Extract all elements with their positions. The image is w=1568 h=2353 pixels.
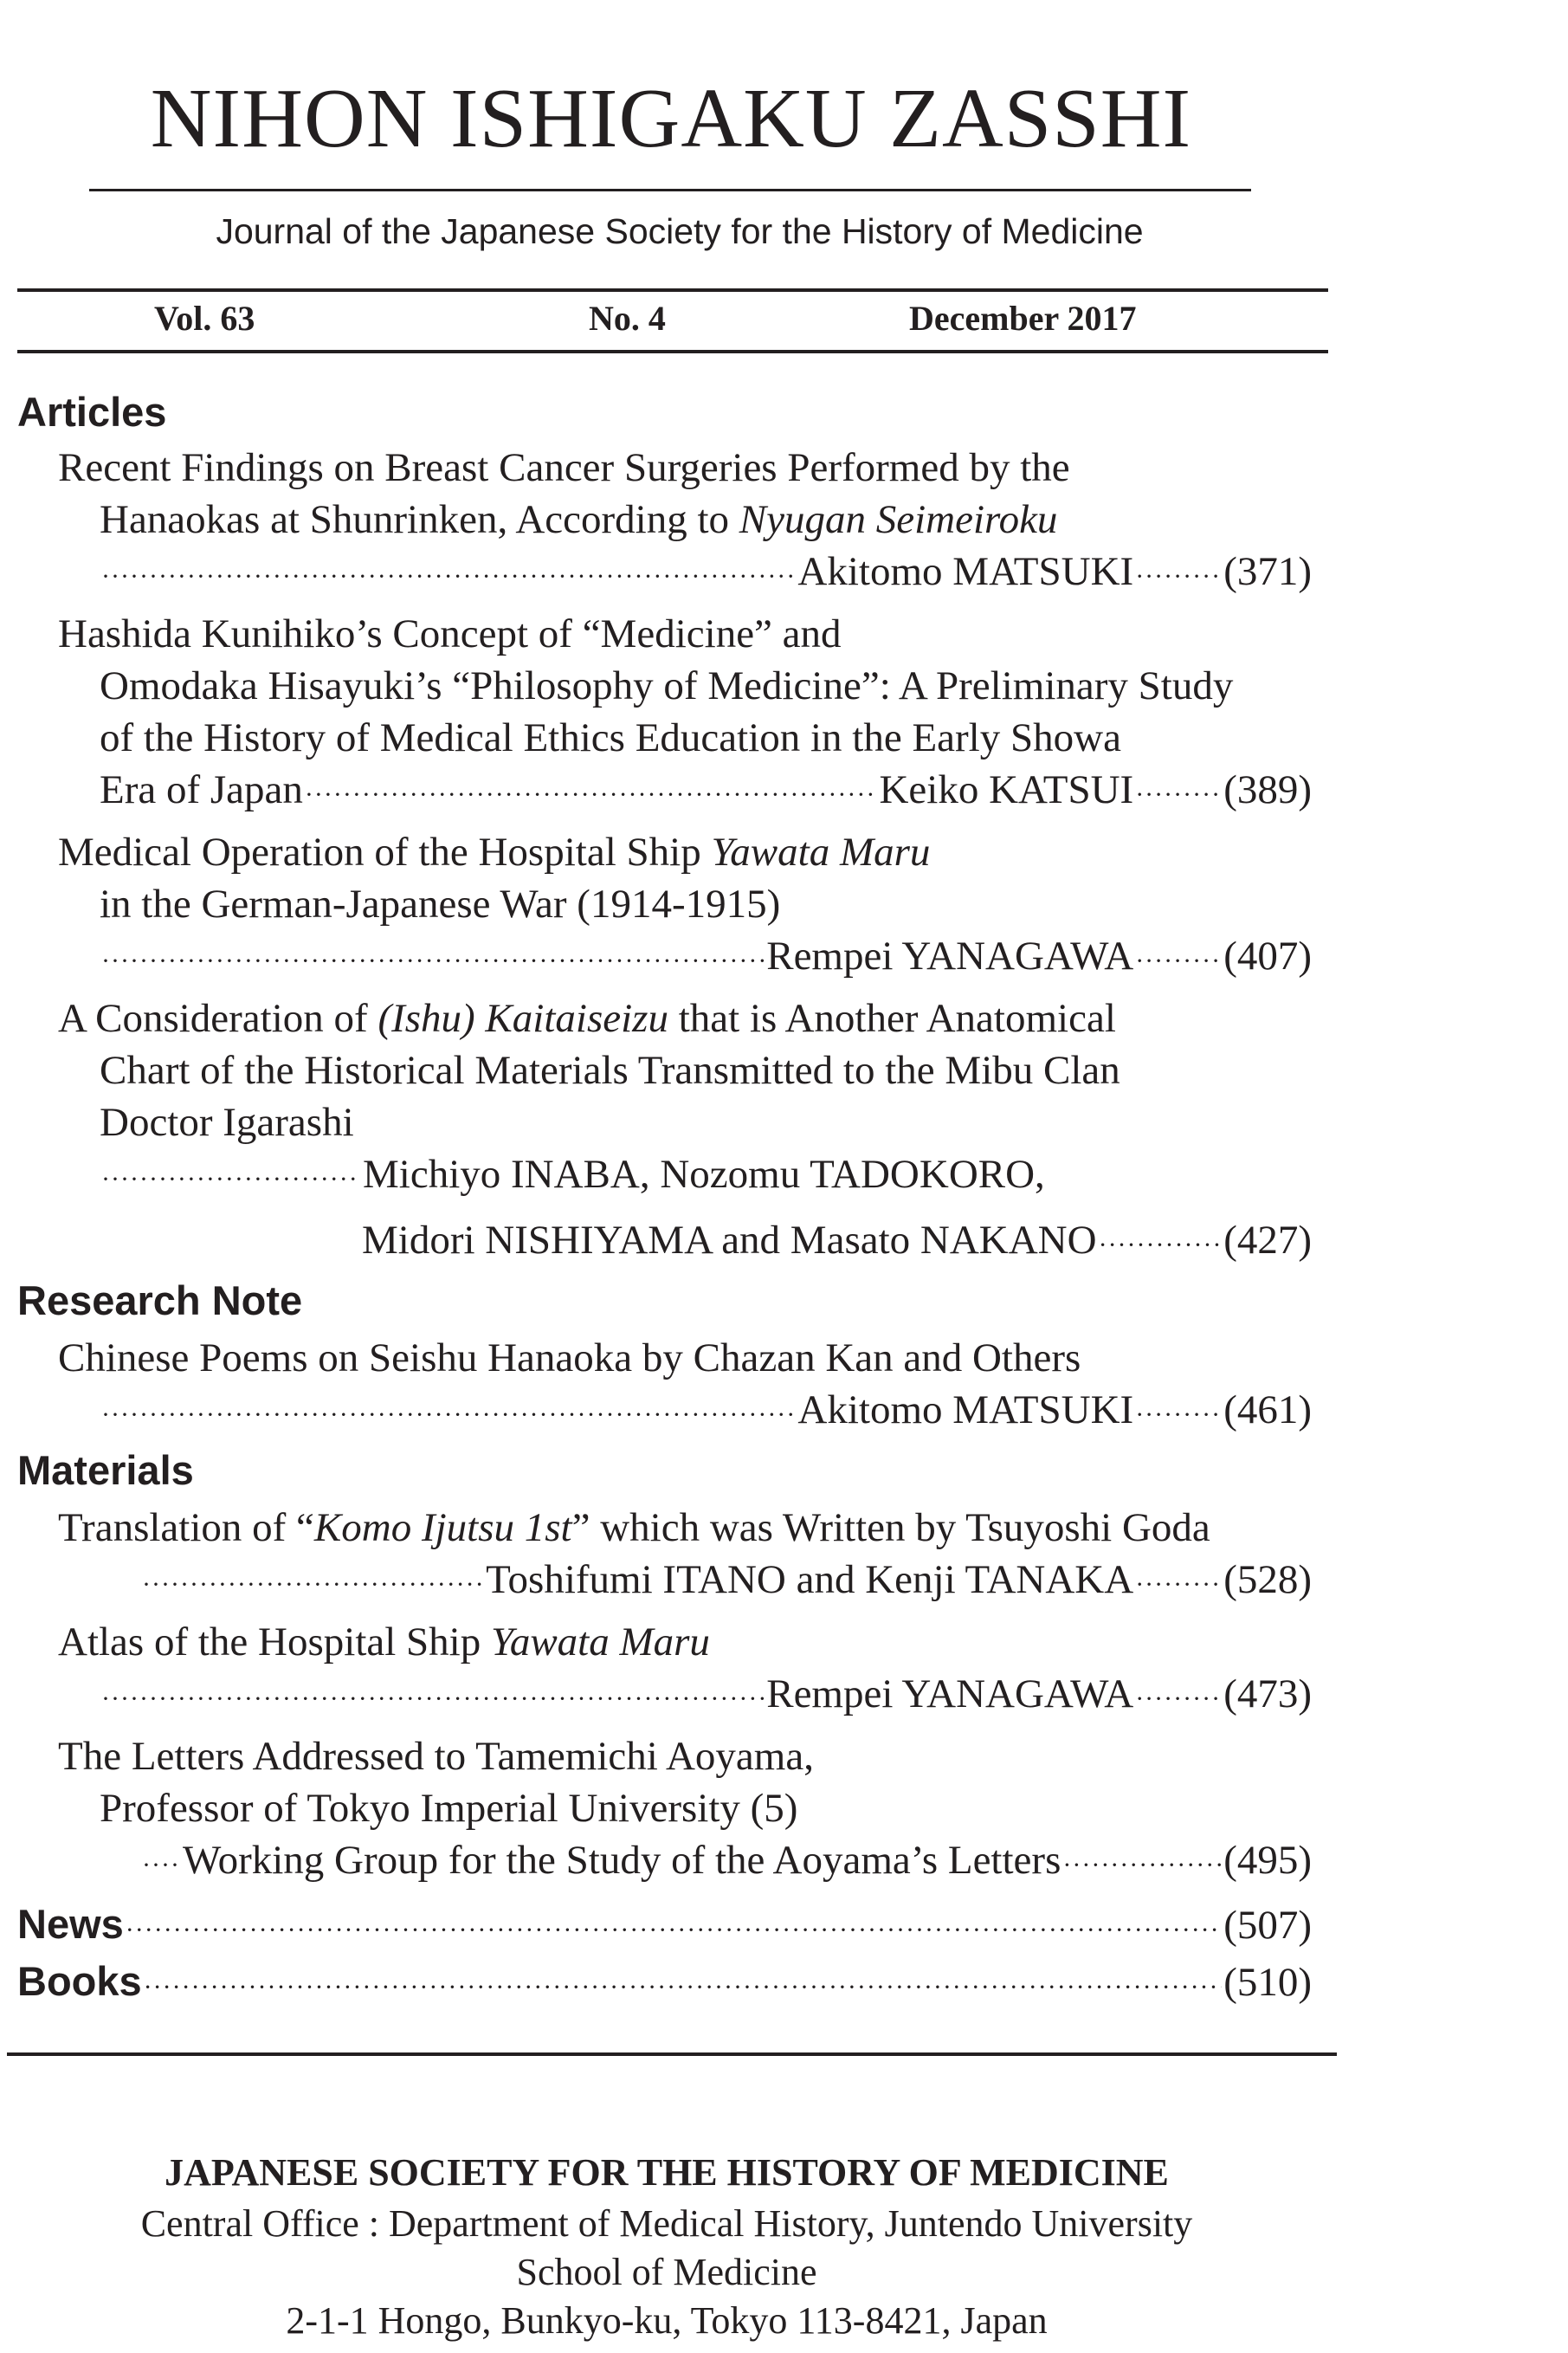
material-2-byline [100,1668,1312,1725]
article-2-title-line2: Omodaka Hisayuki’s “Philosophy of Medicine”: A Preliminary Study [100,663,1234,708]
article-1-page: (371) [1223,549,1312,594]
journal-subtitle: Journal of the Japanese Society for the History of Medicine [216,211,1144,251]
leader-dots [1135,546,1222,603]
section-research-note: Research Note [17,1277,303,1323]
section-articles: Articles [17,389,167,435]
article-3-title-text: Medical Operation of the Hospital Ship [58,830,712,875]
issue-top-rule [17,288,1328,292]
article-3-byline [100,930,1312,987]
article-2-title-line1: Hashida Kunihiko’s Concept of “Medicine” and [58,611,842,656]
material-1-title-text: Translation of “ [58,1505,314,1550]
note-1-page: (461) [1223,1387,1312,1432]
material-3-title-line1: The Letters Addressed to Tamemichi Aoyama, [58,1734,814,1779]
material-2-author: Rempei YANAGAWA [766,1671,1134,1716]
leader-dots [1135,930,1222,987]
books-entry [17,1955,1312,2014]
leader-dots [1135,1668,1222,1725]
article-4-title-line2: Chart of the Historical Materials Transmitted to the Mibu Clan [100,1048,1120,1093]
issue-date: December 2017 [909,299,1137,338]
material-2-title-italic: Yawata Maru [491,1619,710,1665]
leader-dots [144,1956,1223,2014]
leader-dots [1135,764,1222,821]
article-1-byline [100,546,1312,603]
material-1-authors: Toshifumi ITANO and Kenji TANAKA [486,1557,1134,1602]
article-4-byline-2 [362,1214,1312,1271]
article-4-title-line3: Doctor Igarashi [100,1100,354,1145]
leader-dots [101,1384,796,1441]
note-1-byline [100,1384,1312,1441]
material-1-page: (528) [1223,1557,1312,1602]
material-1-title-italic: Komo Ijutsu 1st [313,1505,572,1550]
news-entry [17,1898,1312,1956]
material-2-page: (473) [1223,1671,1312,1716]
note-1-author: Akitomo MATSUKI [797,1387,1134,1432]
article-1-title-italic: Nyugan Seimeiroku [739,497,1058,542]
leader-dots [101,1148,361,1206]
journal-title: NIHON ISHIGAKU ZASSHI [150,72,1192,165]
address-line: 2-1-1 Hongo, Bunkyo-ku, Tokyo 113-8421, Japan [286,2299,1048,2342]
material-1-title-text-post: ” which was Written by Tsuyoshi Goda [571,1505,1210,1550]
leader-dots [126,1899,1222,1956]
leader-dots [1062,1834,1222,1891]
article-1-title-line1: Recent Findings on Breast Cancer Surgeries Performed by the [58,445,1070,490]
issue-bottom-rule [17,350,1328,353]
central-office-line2: School of Medicine [516,2251,817,2293]
material-3-page: (495) [1223,1838,1312,1883]
article-3-title-italic: Yawata Maru [711,830,931,875]
number-label: No. 4 [589,299,666,338]
article-2-title-line3: of the History of Medical Ethics Education in the Early Showa [100,715,1121,760]
material-3-byline [140,1834,1312,1891]
note-1-title-line1: Chinese Poems on Seishu Hanaoka by Chazan Kan and Others [58,1335,1081,1380]
material-3-author: Working Group for the Study of the Aoyama’s Letters [183,1838,1061,1883]
leader-dots [142,1834,181,1891]
article-4-title-line1 [58,992,1116,1044]
article-3-title-line2: in the German-Japanese War (1914-1915) [100,882,781,927]
article-3-title-line1 [58,826,930,878]
article-4-title-italic: (Ishu) Kaitaiseizu [377,996,668,1041]
section-books: Books [17,1958,142,2004]
leader-dots [305,764,878,821]
article-2-byline [100,764,1312,821]
leader-dots [1135,1554,1222,1611]
article-3-author: Rempei YANAGAWA [766,934,1134,979]
material-2-title-text: Atlas of the Hospital Ship [58,1619,491,1665]
volume-label: Vol. 63 [154,299,255,338]
article-2-title-line4: Era of Japan [100,767,303,812]
footer-rule [7,2052,1337,2056]
title-rule [89,189,1251,191]
article-4-authors-line1: Michiyo INABA, Nozomu TADOKORO, [363,1152,1045,1197]
news-page: (507) [1223,1903,1312,1948]
article-4-page: (427) [1223,1218,1312,1263]
material-3-title-line2: Professor of Tokyo Imperial University (5) [100,1786,798,1831]
article-4-title-text: A Consideration of [58,996,378,1041]
central-office-line1: Central Office : Department of Medical History, Juntendo University [140,2202,1193,2245]
leader-dots [101,930,765,987]
material-2-title-line1 [58,1616,710,1668]
article-1-title-line2 [100,494,1057,546]
article-3-page: (407) [1223,934,1312,979]
article-4-title-text-post: that is Another Anatomical [668,996,1116,1041]
material-1-title-line1 [58,1502,1210,1554]
section-materials: Materials [17,1447,194,1493]
leader-dots [101,1668,765,1725]
article-2-author: Keiko KATSUI [879,767,1134,812]
leader-dots [1135,1384,1222,1441]
article-4-byline-1 [100,1148,1078,1206]
article-2-page: (389) [1223,767,1312,812]
section-news: News [17,1901,124,1947]
leader-dots [142,1554,484,1611]
article-1-title-text: Hanaokas at Shunrinken, According to [100,497,739,542]
leader-dots [1099,1214,1223,1271]
article-4-authors-line2: Midori NISHIYAMA and Masato NAKANO [362,1218,1097,1263]
society-name: JAPANESE SOCIETY FOR THE HISTORY OF MEDICINE [165,2151,1169,2194]
leader-dots [101,546,796,603]
books-page: (510) [1223,1960,1312,2005]
article-1-author: Akitomo MATSUKI [797,549,1134,594]
material-1-byline [140,1554,1312,1611]
